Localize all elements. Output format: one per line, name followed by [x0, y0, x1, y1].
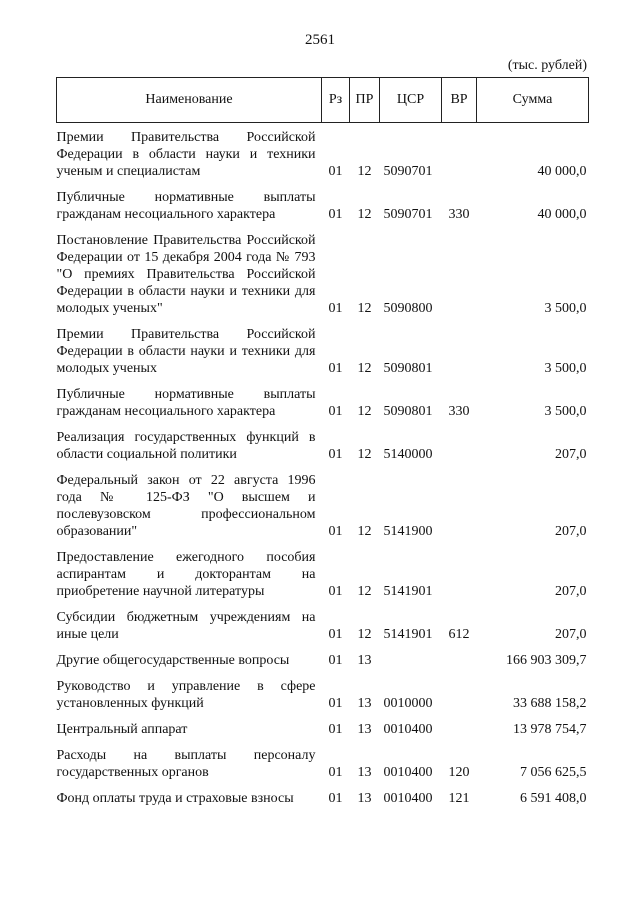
row-csr: 0010400	[383, 791, 433, 806]
row-pr: 12	[357, 164, 372, 179]
row-rz: 01	[328, 696, 343, 711]
row-csr: 0010000	[383, 696, 433, 711]
row-vr: 612	[448, 627, 470, 642]
header-pr: ПР	[350, 78, 380, 123]
row-name: Премии Правительства Российской Федерации в области науки и техники ученым и специалистам	[56, 130, 316, 179]
row-sum: 6 591 408,0	[520, 791, 587, 806]
row-vr	[442, 223, 477, 317]
table-row	[57, 540, 589, 600]
row-vr	[442, 463, 477, 540]
row-vr	[442, 317, 477, 377]
row-vr: 121	[448, 791, 470, 806]
row-csr: 5090701	[383, 164, 433, 179]
row-vr	[442, 643, 477, 669]
row-csr	[380, 643, 442, 669]
row-vr	[442, 123, 477, 181]
row-vr: 120	[448, 765, 470, 780]
row-name: Центральный аппарат	[56, 722, 188, 737]
table-row	[57, 738, 589, 781]
row-rz: 01	[328, 653, 343, 668]
row-sum: 40 000,0	[537, 164, 587, 179]
row-pr: 12	[357, 524, 372, 539]
row-rz: 01	[328, 791, 343, 806]
table-row	[57, 669, 589, 712]
header-name: Наименование	[57, 78, 322, 123]
row-vr	[442, 540, 477, 600]
row-pr: 12	[357, 627, 372, 642]
row-rz: 01	[328, 584, 343, 599]
row-rz: 01	[328, 447, 343, 462]
row-sum: 7 056 625,5	[520, 765, 587, 780]
row-sum: 207,0	[555, 627, 587, 642]
row-vr	[442, 712, 477, 738]
table-row	[57, 317, 589, 377]
table-row	[57, 180, 589, 223]
row-name: Постановление Правительства Российской Федерации от 15 декабря 2004 года № 793 "О премиях Правительства Российской Федерации в области науки и техники для молодых ученых"	[56, 233, 316, 316]
row-name: Руководство и управление в сфере установленных функций	[56, 679, 316, 711]
row-sum: 13 978 754,7	[513, 722, 587, 737]
row-pr: 13	[357, 765, 372, 780]
row-csr: 0010400	[383, 765, 433, 780]
row-sum: 3 500,0	[544, 404, 587, 419]
row-rz: 01	[328, 404, 343, 419]
row-name: Премии Правительства Российской Федерации в области науки и техники для молодых ученых	[56, 327, 316, 376]
row-name: Фонд оплаты труда и страховые взносы	[56, 791, 294, 806]
row-name: Предоставление ежегодного пособия аспирантам и докторантам на приобретение научной литературы	[56, 550, 316, 599]
row-rz: 01	[328, 722, 343, 737]
page-number: 2561	[305, 32, 335, 48]
table-row	[57, 600, 589, 643]
budget-table	[56, 77, 589, 807]
units-label: (тыс. рублей)	[507, 58, 587, 73]
row-rz: 01	[328, 524, 343, 539]
row-name: Расходы на выплаты персоналу государственных органов	[56, 748, 316, 780]
row-pr: 13	[357, 696, 372, 711]
row-csr: 5090801	[383, 404, 433, 419]
row-pr: 13	[357, 791, 372, 806]
row-rz: 01	[328, 627, 343, 642]
table-row	[57, 420, 589, 463]
table-row	[57, 223, 589, 317]
row-csr: 5141901	[383, 584, 433, 599]
row-rz: 01	[328, 765, 343, 780]
row-vr: 330	[448, 207, 470, 222]
row-name: Публичные нормативные выплаты гражданам несоциального характера	[56, 387, 316, 419]
header-sum: Сумма	[477, 78, 589, 123]
row-pr: 12	[357, 447, 372, 462]
row-sum: 40 000,0	[537, 207, 587, 222]
row-pr: 13	[357, 653, 372, 668]
row-pr: 12	[357, 301, 372, 316]
row-sum: 3 500,0	[544, 301, 587, 316]
header-rz: Рз	[322, 78, 350, 123]
row-pr: 12	[357, 207, 372, 222]
row-name: Публичные нормативные выплаты гражданам несоциального характера	[56, 190, 316, 222]
row-sum: 33 688 158,2	[513, 696, 587, 711]
row-name: Федеральный закон от 22 августа 1996 года № 125-ФЗ "О высшем и послевузовском профессиональном образовании"	[56, 473, 316, 539]
row-csr: 5141900	[383, 524, 433, 539]
row-sum: 207,0	[555, 524, 587, 539]
table-row	[57, 123, 589, 181]
row-vr	[442, 420, 477, 463]
row-sum: 207,0	[555, 584, 587, 599]
table-row	[57, 463, 589, 540]
row-csr: 5090701	[383, 207, 433, 222]
row-sum: 3 500,0	[544, 361, 587, 376]
table-row	[57, 712, 589, 738]
row-name: Реализация государственных функций в области социальной политики	[56, 430, 316, 462]
row-rz: 01	[328, 207, 343, 222]
table-header-row	[57, 78, 589, 123]
row-pr: 12	[357, 361, 372, 376]
header-vr: ВР	[442, 78, 477, 123]
row-vr	[442, 669, 477, 712]
row-pr: 13	[357, 722, 372, 737]
row-csr: 5090800	[383, 301, 433, 316]
table-row	[57, 643, 589, 669]
row-csr: 0010400	[383, 722, 433, 737]
row-rz: 01	[328, 301, 343, 316]
header-csr: ЦСР	[380, 78, 442, 123]
table-row	[57, 781, 589, 807]
row-csr: 5140000	[383, 447, 433, 462]
row-name: Субсидии бюджетным учреждениям на иные цели	[56, 610, 316, 642]
row-sum: 207,0	[555, 447, 587, 462]
row-pr: 12	[357, 584, 372, 599]
row-vr: 330	[448, 404, 470, 419]
row-rz: 01	[328, 164, 343, 179]
row-csr: 5141901	[383, 627, 433, 642]
row-csr: 5090801	[383, 361, 433, 376]
row-pr: 12	[357, 404, 372, 419]
row-rz: 01	[328, 361, 343, 376]
row-name: Другие общегосударственные вопросы	[56, 653, 290, 668]
table-row	[57, 377, 589, 420]
row-sum: 166 903 309,7	[506, 653, 587, 668]
